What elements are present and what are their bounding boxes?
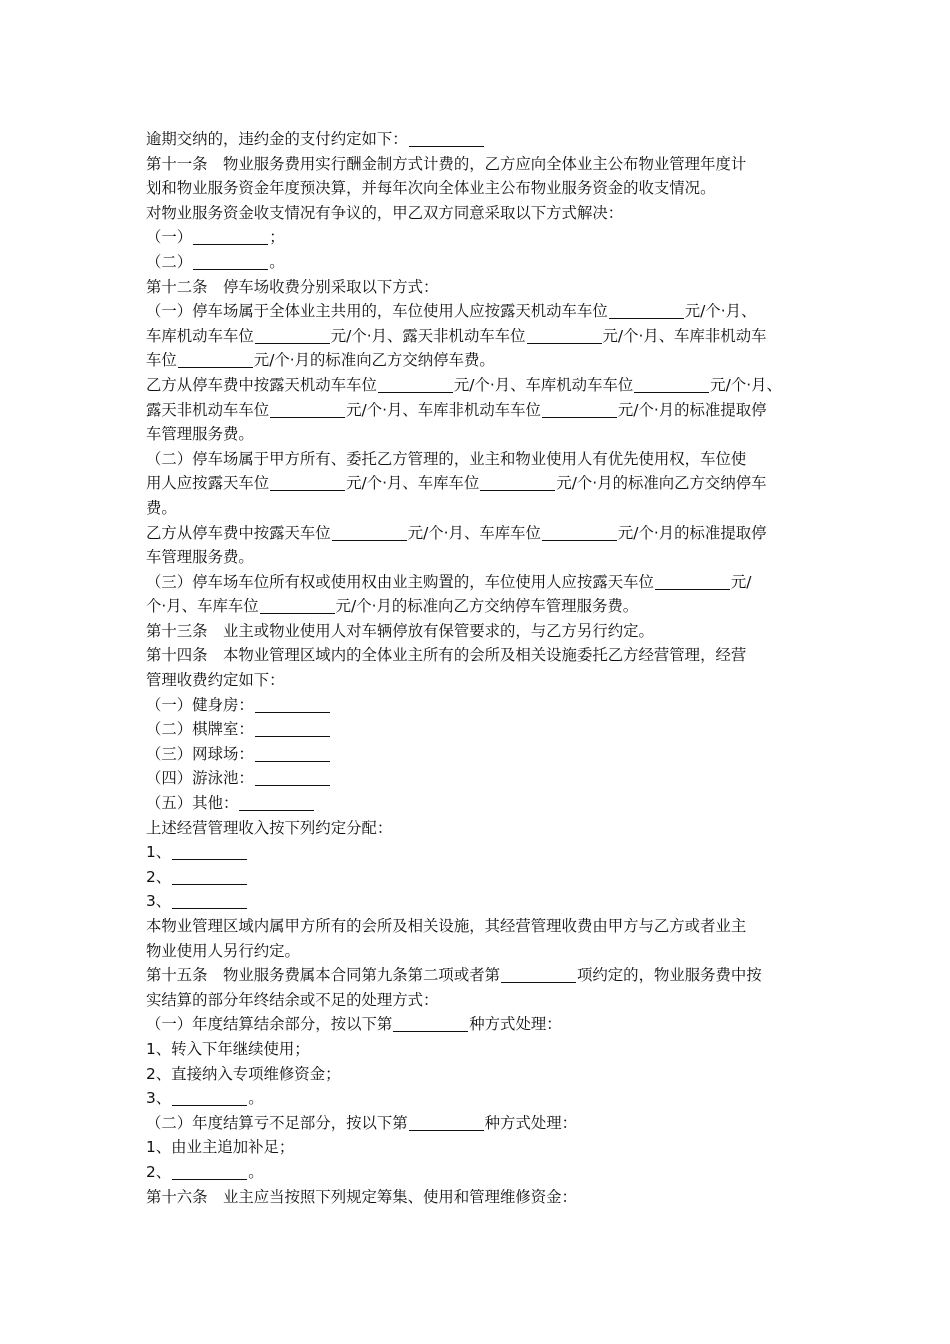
- line-text: 元/个·月、车库非机动车车位: [346, 400, 541, 419]
- line-text: 对物业服务资金收支情况有争议的，甲乙双方同意采取以下方式解决：: [146, 203, 624, 222]
- line-text: （五）其他：: [146, 794, 239, 813]
- text-line: [146, 594, 810, 619]
- text-line: [146, 939, 810, 964]
- text-line: [146, 348, 810, 373]
- line-text: （四）游泳池：: [146, 769, 254, 788]
- text-line: [146, 1012, 810, 1037]
- fill-in-blank[interactable]: [255, 325, 330, 344]
- line-text: 元/个·月、: [684, 302, 757, 321]
- line-text: 元/个·月、露天非机动车车位: [330, 326, 526, 345]
- text-line: [146, 914, 810, 939]
- line-text: （一）停车场属于全体业主共用的，车位使用人应按露天机动车车位: [146, 302, 608, 321]
- fill-in-blank[interactable]: [172, 866, 247, 885]
- fill-in-blank[interactable]: [378, 374, 453, 393]
- text-line: [146, 496, 810, 521]
- text-line: [146, 422, 810, 447]
- text-line: [146, 275, 810, 300]
- text-line: [146, 791, 810, 816]
- line-text: 项约定的，物业服务费中按: [577, 966, 762, 985]
- text-line: [146, 816, 810, 841]
- line-text: 。: [248, 1162, 264, 1181]
- line-text: 乙方从停车费中按露天机动车车位: [146, 375, 377, 394]
- fill-in-blank[interactable]: [172, 1161, 247, 1180]
- fill-in-blank[interactable]: [634, 374, 709, 393]
- fill-in-blank[interactable]: [193, 251, 268, 270]
- text-line: [146, 299, 810, 324]
- fill-in-blank[interactable]: [239, 792, 314, 811]
- fill-in-blank[interactable]: [409, 128, 484, 147]
- text-line: [146, 865, 810, 890]
- text-line: [146, 176, 810, 201]
- line-text: 车管理服务费。: [146, 548, 254, 567]
- fill-in-blank[interactable]: [393, 1013, 468, 1032]
- fill-in-blank[interactable]: [260, 595, 335, 614]
- text-line: [146, 717, 810, 742]
- fill-in-blank[interactable]: [609, 300, 684, 319]
- text-line: [146, 1111, 810, 1136]
- line-text: 元/个·月、车库车位: [346, 474, 480, 493]
- fill-in-blank[interactable]: [255, 767, 330, 786]
- fill-in-blank[interactable]: [332, 522, 407, 541]
- line-text: 元/个·月、车库车位: [407, 523, 541, 542]
- fill-in-blank[interactable]: [270, 472, 345, 491]
- line-text: 第十四条 本物业管理区域内的全体业主所有的会所及相关设施委托乙方经营管理，经营: [146, 646, 747, 665]
- line-text: 第十五条 物业服务费属本合同第九条第二项或者第: [146, 966, 500, 985]
- text-line: [146, 570, 810, 595]
- fill-in-blank[interactable]: [527, 325, 602, 344]
- line-text: 第十三条 业主或物业使用人对车辆停放有保管要求的，与乙方另行约定。: [146, 621, 654, 640]
- line-text: 1、转入下年继续使用；: [146, 1039, 310, 1058]
- line-text: 本物业管理区域内属甲方所有的会所及相关设施，其经营管理收费由甲方与乙方或者业主: [146, 917, 747, 935]
- line-text: 车位: [146, 351, 177, 370]
- text-line: [146, 225, 810, 250]
- line-text: 管理收费约定如下：: [146, 671, 285, 690]
- text-line: [146, 643, 810, 668]
- line-text: （三）停车场车位所有权或使用权由业主购置的，车位使用人应按露天车位: [146, 572, 654, 591]
- text-line: [146, 889, 810, 914]
- fill-in-blank[interactable]: [542, 522, 617, 541]
- line-text: （一）健身房：: [146, 695, 254, 714]
- line-text: 。: [248, 1089, 264, 1108]
- line-text: 乙方从停车费中按露天车位: [146, 523, 331, 542]
- fill-in-blank[interactable]: [193, 226, 268, 245]
- text-line: [146, 447, 810, 472]
- text-line: [146, 840, 810, 865]
- text-line: [146, 152, 810, 177]
- line-text: ；: [269, 228, 285, 247]
- line-text: 元/个·月的标准向乙方交纳停车管理服务费。: [335, 597, 639, 616]
- text-line: [146, 742, 810, 767]
- text-line: [146, 1062, 810, 1087]
- text-line: [146, 1185, 810, 1210]
- line-text: （二）年度结算亏不足部分，按以下第: [146, 1113, 408, 1132]
- text-line: [146, 1160, 810, 1185]
- line-text: 上述经营管理收入按下列约定分配：: [146, 818, 393, 837]
- line-text: 元/: [730, 572, 752, 591]
- text-line: [146, 127, 810, 152]
- line-text: 费。: [146, 498, 177, 517]
- fill-in-blank[interactable]: [409, 1112, 484, 1131]
- line-text: 个·月、车库车位: [146, 597, 259, 616]
- fill-in-blank[interactable]: [255, 694, 330, 713]
- fill-in-blank[interactable]: [501, 964, 576, 983]
- line-text: （一）年度结算结余部分，按以下第: [146, 1015, 393, 1034]
- text-line: [146, 963, 810, 988]
- text-line: [146, 766, 810, 791]
- text-line: [146, 324, 810, 349]
- line-text: 3、: [146, 1089, 172, 1108]
- line-text: 车库机动车车位: [146, 326, 254, 345]
- text-line: [146, 373, 810, 398]
- text-line: [146, 668, 810, 693]
- line-text: （三）网球场：: [146, 744, 254, 763]
- line-text: 逾期交纳的，违约金的支付约定如下：: [146, 130, 408, 148]
- fill-in-blank[interactable]: [255, 743, 330, 762]
- text-line: [146, 250, 810, 275]
- fill-in-blank[interactable]: [480, 472, 555, 491]
- text-line: [146, 398, 810, 423]
- line-text: 露天非机动车车位: [146, 400, 270, 419]
- fill-in-blank[interactable]: [255, 718, 330, 737]
- text-line: [146, 693, 810, 718]
- text-line: [146, 1135, 810, 1160]
- line-text: 。: [269, 252, 285, 271]
- line-text: （二）: [146, 252, 193, 271]
- line-text: 第十一条 物业服务费用实行酬金制方式计费的，乙方应向全体业主公布物业管理年度计: [146, 154, 747, 173]
- line-text: （一）: [146, 228, 193, 247]
- line-text: 元/个·月的标准提取停: [617, 400, 767, 419]
- text-line: [146, 1086, 810, 1111]
- fill-in-blank[interactable]: [172, 890, 247, 909]
- text-line: [146, 545, 810, 570]
- line-text: 元/个·月、: [710, 375, 782, 394]
- line-text: 1、: [146, 843, 172, 862]
- line-text: 第十六条 业主应当按照下列规定筹集、使用和管理维修资金：: [146, 1187, 577, 1206]
- line-text: 实结算的部分年终结余或不足的处理方式：: [146, 990, 439, 1009]
- line-text: 划和物业服务资金年度预决算，并每年次向全体业主公布物业服务资金的收支情况。: [146, 179, 716, 198]
- fill-in-blank[interactable]: [655, 571, 730, 590]
- line-text: 元/个·月的标准向乙方交纳停车费。: [253, 351, 495, 370]
- line-text: 物业使用人另行约定。: [146, 941, 300, 960]
- line-text: 1、由业主追加补足；: [146, 1138, 295, 1157]
- fill-in-blank[interactable]: [270, 399, 345, 418]
- fill-in-blank[interactable]: [172, 1087, 247, 1106]
- text-line: [146, 1037, 810, 1062]
- text-line: [146, 988, 810, 1013]
- line-text: 种方式处理：: [484, 1113, 578, 1132]
- fill-in-blank[interactable]: [172, 841, 247, 860]
- line-text: 2、直接纳入专项维修资金；: [146, 1064, 341, 1083]
- line-text: 元/个·月的标准提取停: [617, 523, 767, 542]
- line-text: （二）棋牌室：: [146, 720, 254, 739]
- text-line: [146, 471, 810, 496]
- line-text: 元/个·月、车库非机动车: [602, 326, 767, 345]
- text-line: [146, 619, 810, 644]
- text-line: [146, 521, 810, 546]
- line-text: 元/个·月的标准向乙方交纳停车: [556, 474, 767, 493]
- line-text: 2、: [146, 1162, 172, 1181]
- line-text: 元/个·月、车库机动车车位: [453, 375, 634, 394]
- text-line: [146, 201, 810, 226]
- fill-in-blank[interactable]: [542, 399, 617, 418]
- line-text: 第十二条 停车场收费分别采取以下方式：: [146, 277, 439, 296]
- contract-page: [146, 127, 810, 1209]
- line-text: （二）停车场属于甲方所有、委托乙方管理的，业主和物业使用人有优先使用权，车位使: [146, 449, 747, 468]
- line-text: 用人应按露天车位: [146, 474, 270, 493]
- fill-in-blank[interactable]: [178, 349, 253, 368]
- line-text: 3、: [146, 892, 172, 911]
- line-text: 2、: [146, 867, 172, 886]
- line-text: 车管理服务费。: [146, 425, 254, 444]
- line-text: 种方式处理：: [469, 1015, 562, 1034]
